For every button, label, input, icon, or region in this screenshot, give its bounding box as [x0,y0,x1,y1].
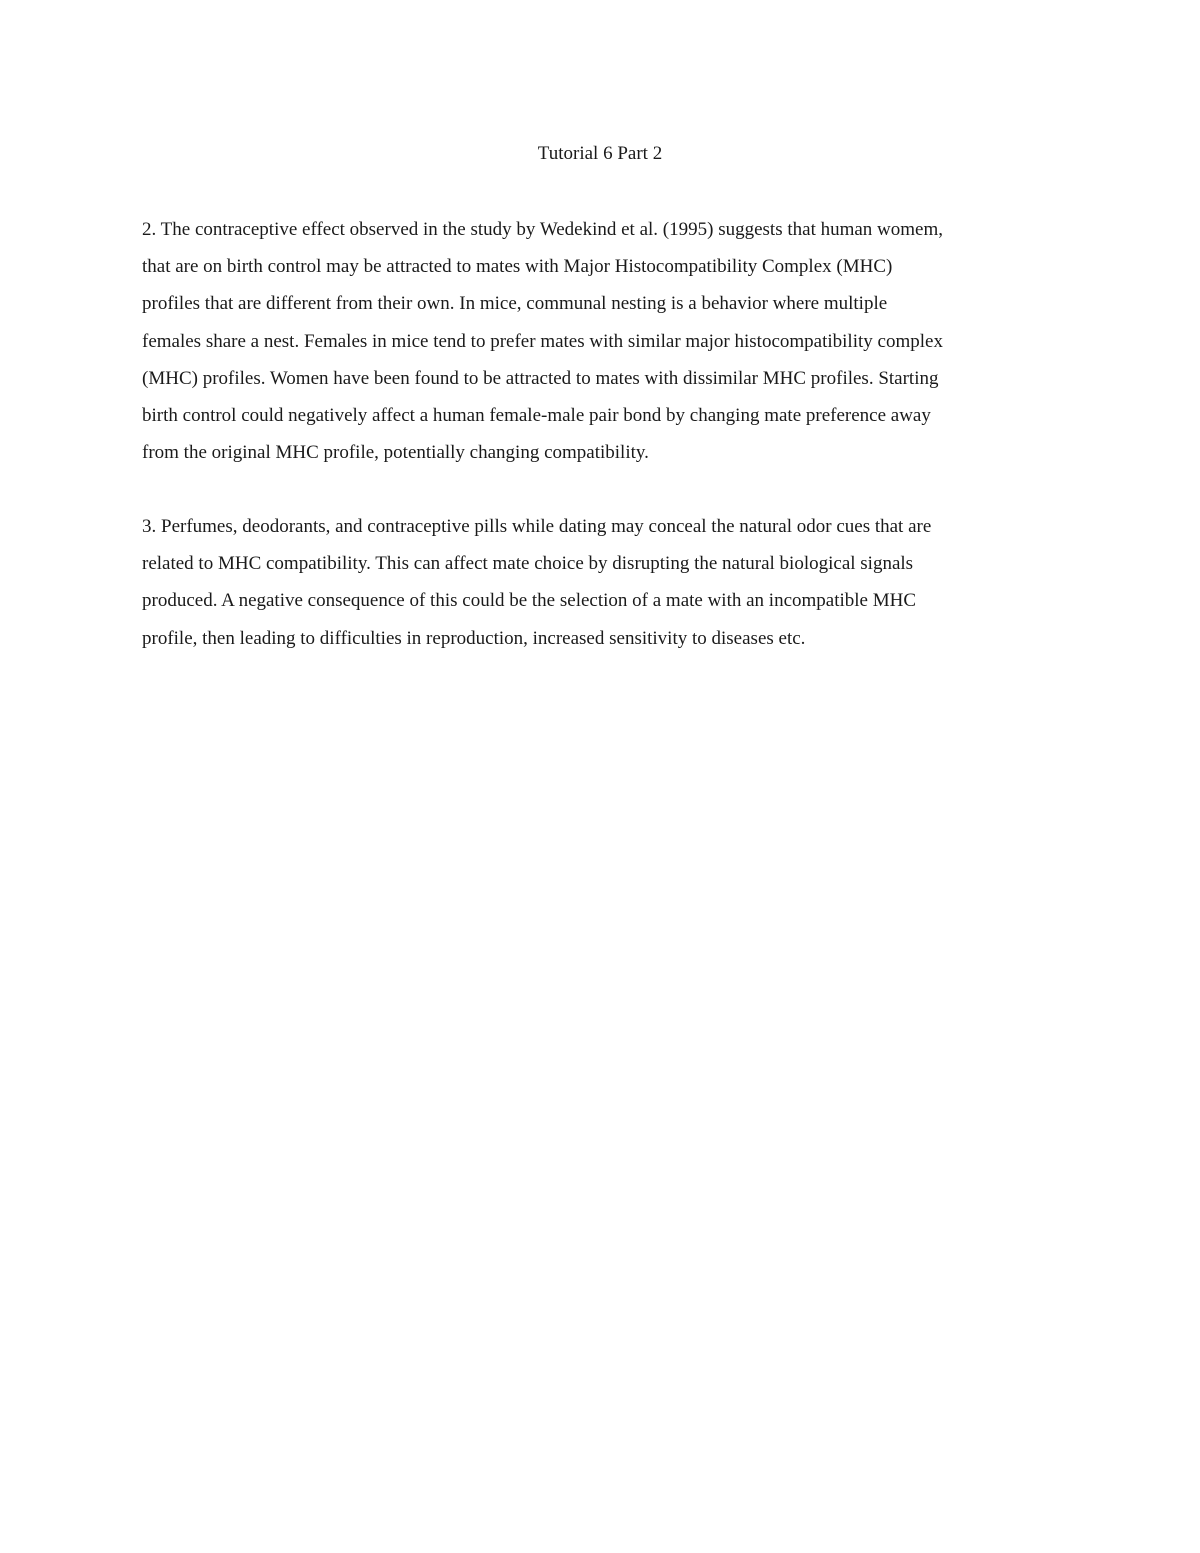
paragraph-line: that are on birth control may be attracted to mates with Major Histocompatibility Complex (MHC) [142,256,893,278]
paragraph-line: 3. Perfumes, deodorants, and contraceptive pills while dating may conceal the natural odor cues that are [142,516,932,537]
paragraph-question-3 [142,508,1058,657]
paragraph-line: profile, then leading to difficulties in reproduction, increased sensitivity to diseases etc. [142,627,806,649]
paragraph-line: related to MHC compatibility. This can affect mate choice by disrupting the natural biological signals [142,553,914,575]
paragraph-question-2 [142,211,1058,471]
paragraph-line: profiles that are different from their own. In mice, communal nesting is a behavior where multiple [142,293,888,315]
document-title: Tutorial 6 Part 2 [537,143,663,164]
paragraph-line: birth control could negatively affect a human female-male pair bond by changing mate preference away [142,405,931,427]
paragraph-line: produced. A negative consequence of this could be the selection of a mate with an incompatible MHC [142,590,917,612]
paragraph-line: females share a nest. Females in mice tend to prefer mates with similar major histocompatibility complex [142,330,943,352]
paragraph-line: 2. The contraceptive effect observed in the study by Wedekind et al. (1995) suggests that human womem, [142,219,944,240]
paragraph-line: from the original MHC profile, potentially changing compatibility. [142,442,649,464]
paragraph-line: (MHC) profiles. Women have been found to be attracted to mates with dissimilar MHC profiles. Starting [142,367,939,389]
